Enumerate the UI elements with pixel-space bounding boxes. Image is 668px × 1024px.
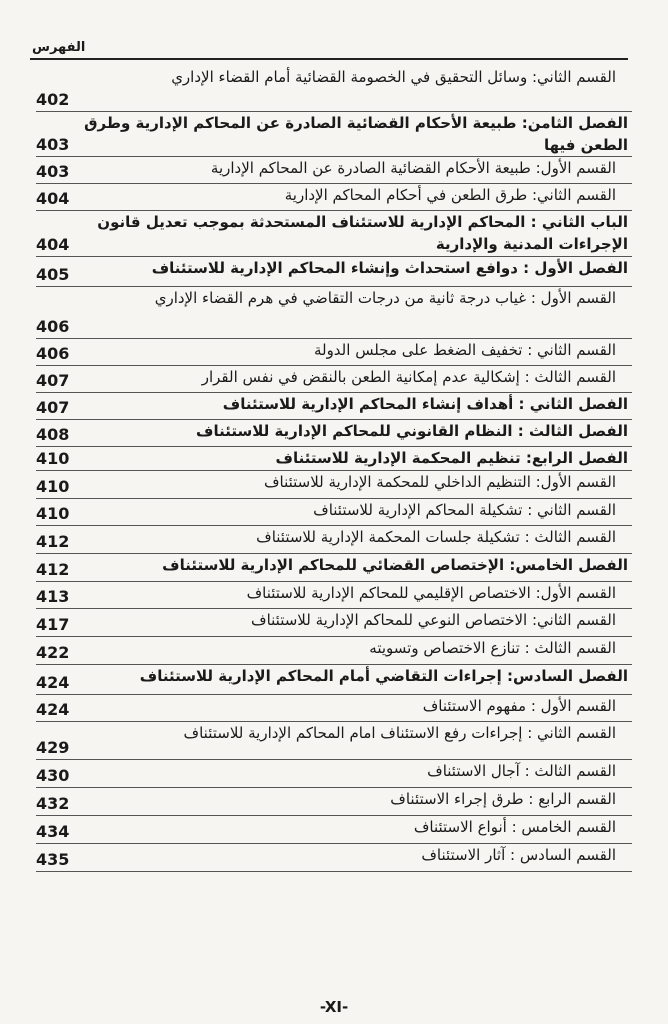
toc-entry bbox=[36, 844, 632, 872]
toc-entry bbox=[36, 788, 632, 816]
toc-entry-page: 412 bbox=[36, 532, 70, 551]
toc-entry-title: الفصل الثالث : النظام القانوني للمحاكم الإدارية للاستئناف bbox=[196, 422, 628, 440]
toc-entry-title: الفصل الرابع: تنظيم المحكمة الإدارية للاستئناف bbox=[275, 449, 628, 467]
toc-entry-page: 434 bbox=[36, 822, 70, 841]
toc-entry bbox=[36, 722, 632, 760]
toc-entry-title: القسم الثاني: وسائل التحقيق في الخصومة القضائية أمام القضاء الإداري bbox=[171, 68, 616, 86]
toc-entry-page: 408 bbox=[36, 425, 70, 444]
toc-entry bbox=[36, 499, 632, 526]
toc-entry-title: القسم الأول: التنظيم الداخلي للمحكمة الإدارية للاستئناف bbox=[263, 473, 616, 491]
toc-entry-page: 429 bbox=[36, 738, 70, 757]
toc-entry-page: 424 bbox=[36, 700, 70, 719]
toc-entry-title: القسم الأول: الاختصاص الإقليمي للمحاكم الإدارية للاستئناف bbox=[246, 584, 616, 602]
toc-entry-page: 410 bbox=[36, 449, 70, 468]
page-number: -XI- bbox=[319, 998, 349, 1016]
toc-entry-title: القسم الثاني: طرق الطعن في أحكام المحاكم الإدارية bbox=[284, 186, 616, 204]
toc-entry-page: 407 bbox=[36, 371, 70, 390]
toc-entry-title: القسم الثالث : آجال الاستئناف bbox=[427, 762, 616, 780]
toc-entry bbox=[36, 471, 632, 499]
toc-entry bbox=[36, 287, 632, 339]
toc-entry bbox=[36, 257, 632, 287]
toc-entry-title: الفصل الثامن: طبيعة الأحكام القضائية الصادرة عن المحاكم الإدارية وطرق الطعن فيها bbox=[84, 114, 628, 154]
toc-entry bbox=[36, 816, 632, 844]
toc-entry-page: 407 bbox=[36, 398, 70, 417]
toc-entry-title: القسم الثالث : تنازع الاختصاص وتسويته bbox=[369, 639, 616, 657]
toc-entry bbox=[36, 665, 632, 695]
toc-entry-page: 402 bbox=[36, 90, 70, 109]
page-header bbox=[30, 38, 628, 60]
toc-entry-title: القسم الثالث : إشكالية عدم إمكانية الطعن بالنقض في نفس القرار bbox=[201, 368, 616, 386]
toc-entry-page: 406 bbox=[36, 317, 70, 336]
toc-entry-page: 406 bbox=[36, 344, 70, 363]
toc-entry bbox=[36, 420, 632, 447]
page-title: الفهرس bbox=[32, 40, 86, 55]
toc-entry-page: 430 bbox=[36, 766, 70, 785]
toc-entry-page: 410 bbox=[36, 477, 70, 496]
toc-entry bbox=[36, 112, 632, 157]
toc-entry-title: القسم الثاني : تخفيف الضغط على مجلس الدولة bbox=[313, 341, 616, 359]
toc-entry-title: الفصل الثاني : أهداف إنشاء المحاكم الإدارية للاستئناف bbox=[222, 395, 628, 413]
toc-entry-page: 403 bbox=[36, 162, 70, 181]
toc-entry-title: القسم الثالث : تشكيلة جلسات المحكمة الإدارية للاستئناف bbox=[256, 528, 616, 546]
toc-entry-title: القسم الخامس : أنواع الاستئناف bbox=[413, 818, 616, 836]
toc-entry-title: القسم الثاني : إجراءات رفع الاستئناف امام المحاكم الإدارية للاستئناف bbox=[183, 724, 616, 742]
toc-entry-page: 422 bbox=[36, 643, 70, 662]
toc-entry bbox=[36, 695, 632, 722]
toc-entry bbox=[36, 760, 632, 788]
toc-entry-page: 417 bbox=[36, 615, 70, 634]
toc-entry-page: 432 bbox=[36, 794, 70, 813]
toc-entry-page: 404 bbox=[36, 189, 70, 208]
toc-entry bbox=[36, 393, 632, 420]
toc-entry bbox=[36, 366, 632, 393]
toc-entry-title: القسم الأول: طبيعة الأحكام القضائية الصادرة عن المحاكم الإدارية bbox=[210, 159, 616, 177]
toc-entry-page: 405 bbox=[36, 265, 70, 284]
toc-entry-title: الباب الثاني : المحاكم الإدارية للاستئناف المستحدثة بموجب تعديل قانون الإجراءات المدنية والإدارية bbox=[97, 213, 628, 253]
table-of-contents bbox=[36, 66, 632, 872]
toc-entry bbox=[36, 211, 632, 257]
toc-entry-page: 412 bbox=[36, 560, 70, 579]
toc-entry-title: الفصل الخامس: الإختصاص القضائي للمحاكم الإدارية للاستئناف bbox=[162, 556, 628, 574]
toc-entry bbox=[36, 66, 632, 112]
toc-entry-page: 404 bbox=[36, 235, 70, 254]
toc-entry-page: 435 bbox=[36, 850, 70, 869]
toc-entry-title: القسم الأول : مفهوم الاستئناف bbox=[422, 697, 616, 715]
toc-entry-page: 424 bbox=[36, 673, 70, 692]
toc-entry-page: 410 bbox=[36, 504, 70, 523]
toc-entry bbox=[36, 554, 632, 582]
toc-entry-page: 413 bbox=[36, 587, 70, 606]
toc-entry bbox=[36, 637, 632, 665]
toc-entry-page: 403 bbox=[36, 135, 70, 154]
toc-entry-title: القسم الرابع : طرق إجراء الاستئناف bbox=[390, 790, 616, 808]
toc-entry bbox=[36, 609, 632, 637]
toc-entry bbox=[36, 582, 632, 609]
toc-entry-title: القسم الأول : غياب درجة ثانية من درجات التقاضي في هرم القضاء الإداري bbox=[154, 289, 616, 307]
toc-entry bbox=[36, 339, 632, 366]
toc-entry bbox=[36, 447, 632, 471]
toc-entry bbox=[36, 526, 632, 554]
toc-entry-title: القسم الثاني : تشكيلة المحاكم الإدارية للاستئناف bbox=[313, 501, 616, 519]
toc-entry bbox=[36, 184, 632, 211]
toc-entry bbox=[36, 157, 632, 184]
toc-entry-title: الفصل السادس: إجراءات التقاضي أمام المحاكم الإدارية للاستئناف bbox=[139, 667, 628, 685]
toc-entry-title: القسم السادس : آثار الاستئناف bbox=[421, 846, 616, 864]
toc-entry-title: القسم الثاني: الاختصاص النوعي للمحاكم الإدارية للاستئناف bbox=[251, 611, 616, 629]
toc-entry-title: الفصل الأول : دوافع استحداث وإنشاء المحاكم الإدارية للاستئناف bbox=[151, 259, 628, 277]
